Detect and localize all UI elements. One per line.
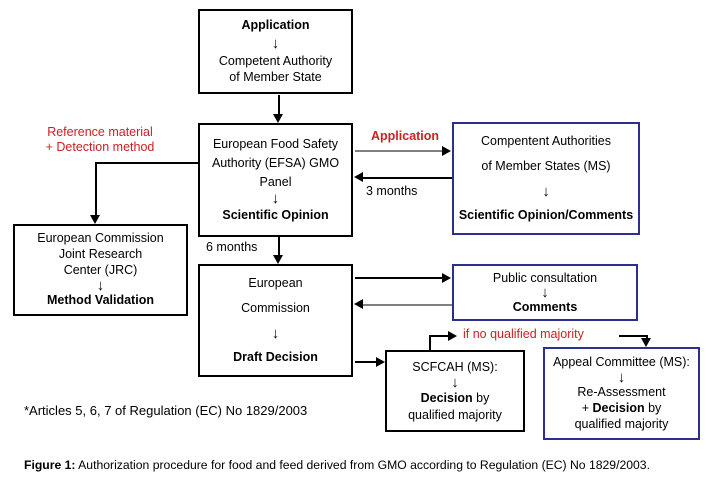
application-box-line: of Member State [229, 70, 322, 85]
appeal-box-line: qualified majority [574, 416, 669, 431]
scfcah-box-title: SCFCAH (MS): [412, 360, 498, 375]
six-months-label: 6 months [206, 240, 258, 254]
arrowhead-right-icon [448, 331, 457, 341]
appeal-committee-box [543, 347, 700, 440]
ec-box-line: European [248, 275, 303, 290]
ca-ms-box-result: Scientific Opinion/Comments [458, 208, 634, 223]
down-arrow-icon: ↓ [541, 284, 549, 301]
figure-caption-text: Authorization procedure for food and feed derived from GMO according to Regulation (EC) No 1829/2003. [75, 458, 650, 472]
application-box-line: Competent Authority [218, 53, 333, 68]
figure-caption [24, 458, 650, 472]
appeal-result-bold: Decision [592, 401, 645, 415]
efsa-box-line: European Food Safety [212, 137, 339, 151]
connector-scfcah-right-hline [429, 335, 450, 337]
scfcah-result-rest: by [472, 391, 490, 406]
efsa-box [198, 123, 353, 237]
reference-material-line1: Reference material [47, 125, 153, 139]
down-arrow-icon: ↓ [271, 34, 280, 52]
public-consultation-box [452, 264, 638, 321]
application-arrow-label: Application [371, 129, 440, 143]
arrowhead-right-icon [376, 357, 385, 367]
reference-material-label [30, 125, 170, 155]
connector-efsa-to-ec-line [278, 237, 280, 256]
connector-efsa-to-jrc-vline [95, 162, 97, 216]
no-qualified-majority-label: if no qualified majority [463, 327, 584, 341]
scfcah-box [385, 350, 525, 432]
ca-ms-box-line: Compentent Authorities [481, 133, 611, 148]
competent-authorities-ms-box [452, 122, 640, 235]
application-box-title: Application [241, 17, 310, 32]
arrowhead-down-icon [641, 338, 651, 347]
jrc-box [13, 224, 188, 316]
down-arrow-icon: ↓ [271, 190, 280, 208]
public-consultation-result: Comments [512, 300, 578, 314]
european-commission-box [198, 264, 353, 377]
connector-efsa-to-cams-line [355, 150, 444, 152]
application-box [198, 9, 353, 94]
scfcah-box-line: qualified majority [408, 407, 502, 422]
arrowhead-down-icon [273, 255, 283, 264]
down-arrow-icon: ↓ [451, 374, 459, 392]
connector-to-appeal-hline [619, 335, 648, 337]
arrowhead-right-icon [442, 273, 451, 283]
arrowhead-right-icon [442, 146, 451, 156]
jrc-box-line: Center (JRC) [63, 262, 138, 277]
connector-ec-to-public-line [355, 277, 444, 279]
down-arrow-icon: ↓ [96, 277, 105, 295]
articles-footnote: *Articles 5, 6, 7 of Regulation (EC) No 1829/2003 [24, 403, 308, 418]
arrowhead-left-icon [354, 299, 363, 309]
appeal-box-title: Appeal Committee (MS): [553, 354, 690, 369]
appeal-result-prefix: + [581, 401, 593, 415]
arrowhead-down-icon [90, 215, 100, 224]
down-arrow-icon: ↓ [617, 369, 626, 387]
efsa-box-result: Scientific Opinion [222, 208, 329, 223]
connector-scfcah-up-vline [429, 336, 431, 350]
connector-efsa-to-jrc-hline [96, 162, 198, 164]
connector-public-to-ec-line [363, 304, 452, 306]
figure-caption-prefix: Figure 1: [24, 458, 76, 472]
jrc-box-line: Joint Research [58, 246, 143, 261]
reference-material-line2: + Detection method [45, 140, 155, 154]
jrc-box-line: European Commission [37, 231, 164, 246]
scfcah-result-bold: Decision [420, 391, 473, 406]
ca-ms-box-line: of Member States (MS) [481, 159, 611, 174]
appeal-result-rest: by [644, 401, 662, 415]
ec-box-line: Commission [241, 301, 310, 316]
jrc-box-result: Method Validation [47, 293, 154, 308]
connector-ec-to-scfcah-line [355, 361, 378, 363]
efsa-box-line: Panel [259, 174, 292, 189]
public-consultation-line: Public consultation [492, 270, 598, 285]
three-months-label: 3 months [366, 184, 418, 198]
down-arrow-icon: ↓ [542, 182, 550, 200]
connector-cams-to-efsa-line [363, 177, 452, 179]
appeal-box-line: Re-Assessment [577, 385, 666, 400]
connector-application-to-efsa-line [278, 95, 280, 115]
arrowhead-down-icon [273, 114, 283, 123]
ec-box-result: Draft Decision [233, 350, 318, 365]
arrowhead-left-icon [354, 172, 363, 182]
down-arrow-icon: ↓ [271, 324, 280, 342]
appeal-box-result [582, 401, 662, 417]
scfcah-box-result [421, 390, 490, 406]
efsa-box-line: Authority (EFSA) GMO [211, 155, 340, 170]
